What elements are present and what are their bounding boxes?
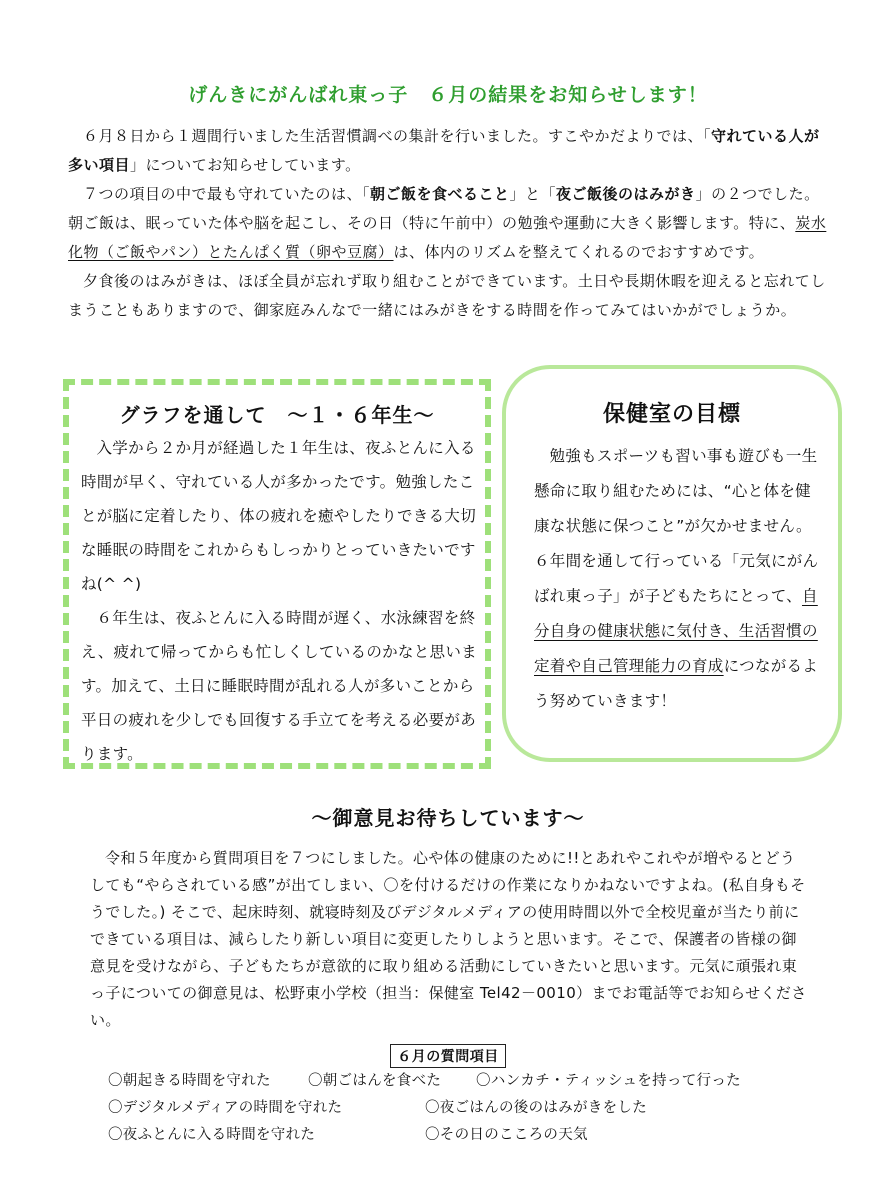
goal-text: につながるよう努めていきます！ [534, 657, 819, 710]
intro-text: ６月８日から１週間行いました生活習慣調べの集計を行いました。すこやかだよりでは、「 [83, 127, 712, 145]
list-item: 〇夜ふとんに入る時間を守れた [108, 1127, 316, 1143]
goal-box-heading: 保健室の目標 [602, 402, 741, 427]
list-item: 〇朝起きる時間を守れた [108, 1073, 271, 1089]
intro-text: 」と「 [509, 185, 557, 203]
intro-emphasis: 守れている人が多い項目 [68, 127, 820, 174]
page-title: げんきにがんばれ東っ子 ６月の結果をお知らせします！ [188, 84, 708, 106]
list-item: 〇朝ごはんを食べた [308, 1073, 442, 1089]
graph-box-body [81, 431, 483, 771]
list-item: 〇デジタルメディアの時間を守れた [108, 1100, 343, 1116]
question-items-row [108, 1095, 808, 1122]
opinion-heading: ～御意見お待ちしています～ [311, 806, 585, 830]
intro-paragraph-2 [68, 180, 828, 267]
graph-box-paragraph-2: ６年生は、夜ふとんに入る時間が遅く、水泳練習を終え、疲れて帰ってからも忙しくしているのかなと思います。加えて、土日に睡眠時間が乱れる人が多いことから平日の疲れを少しでも回復する手立てを考える必要があります。 [81, 609, 477, 763]
graph-box-paragraph-1: 入学から２か月が経過した１年生は、夜ふとんに入る時間が早く、守れている人が多かったです。勉強したことが脳に定着したり、体の疲れを癒やしたりできる大切な睡眠の時間をこれからもしっかりとっていきたいですね(^ ^) [81, 439, 477, 593]
goal-text: 勉強もスポーツも習い事も遊びも一生懸命に取り組むためには、“心と体を健康な状態に保つこと”が欠かせません。６年間を通して行っている「元気にがんばれ東っ子」が子どもたちにとって、 [534, 447, 819, 605]
graph-box-heading: グラフを通して ～１・６年生～ [119, 403, 435, 427]
goal-box-body [534, 439, 824, 719]
list-item: 〇ハンカチ・ティッシュを持って行った [476, 1073, 741, 1089]
question-items-row [108, 1122, 808, 1149]
intro-section [68, 122, 828, 325]
intro-text: は、体内のリズムを整えてくれるのでおすすめです。 [393, 243, 765, 261]
intro-paragraph-1 [68, 122, 828, 180]
intro-underline: 炭水化物（ご飯やパン）とたんぱく質（卵や豆腐） [68, 214, 827, 261]
question-items-row [108, 1068, 808, 1095]
graph-commentary-box [63, 379, 491, 769]
intro-emphasis: 夜ご飯後のはみがき [556, 185, 696, 203]
intro-emphasis: 朝ご飯を食べること [370, 185, 510, 203]
intro-text: ７つの項目の中で最も守れていたのは、「 [83, 185, 371, 203]
intro-text: 」についてお知らせしています。 [130, 156, 361, 174]
goal-box-paragraph [534, 439, 824, 719]
list-item: 〇夜ごはんの後のはみがきをした [425, 1100, 647, 1116]
question-items-label [0, 1044, 896, 1068]
health-room-goal-box [502, 365, 842, 762]
opinion-body: 令和５年度から質問項目を７つにしました。心や体の健康のために!!とあれやこれやが増やるとどうしても“やらされている感”が出てしまい、〇を付けるだけの作業になりかねないですよね。(私自身もそうでした。) そこで、起床時刻、就寝時刻及びデジタルメディアの使用時間以外で全校児童が当たり前にできている項目は、減らしたり新しい項目に変更したりしようと思います。そこで、保護者の皆様の御意見を受けながら、子どもたちが意欲的に取り組める活動にしていきたいと思います。元気に頑張れ東っ子についての御意見は、松野東小学校（担当：保健室 Tel42－0010）までお電話等でお知らせください。 [90, 849, 807, 1029]
opinion-section [90, 845, 810, 1034]
question-items-list [108, 1068, 808, 1149]
question-items-label-text: ６月の質問項目 [390, 1044, 506, 1068]
intro-paragraph-3: 夕食後のはみがきは、ほぼ全員が忘れず取り組むことができています。土日や長期休暇を迎えると忘れてしまうこともありますので、御家庭みんなで一緒にはみがきをする時間を作ってみてはいかがでしょうか。 [68, 272, 826, 319]
list-item: 〇その日のこころの天気 [425, 1127, 588, 1143]
goal-underline: 自分自身の健康状態に気付き、生活習慣の定着や自己管理能力の育成 [534, 587, 818, 675]
intro-text: 」の２つでした。朝ご飯は、眠っていた体や脳を起こし、その日（特に午前中）の勉強や運動に大きく影響します。特に、 [68, 185, 820, 232]
